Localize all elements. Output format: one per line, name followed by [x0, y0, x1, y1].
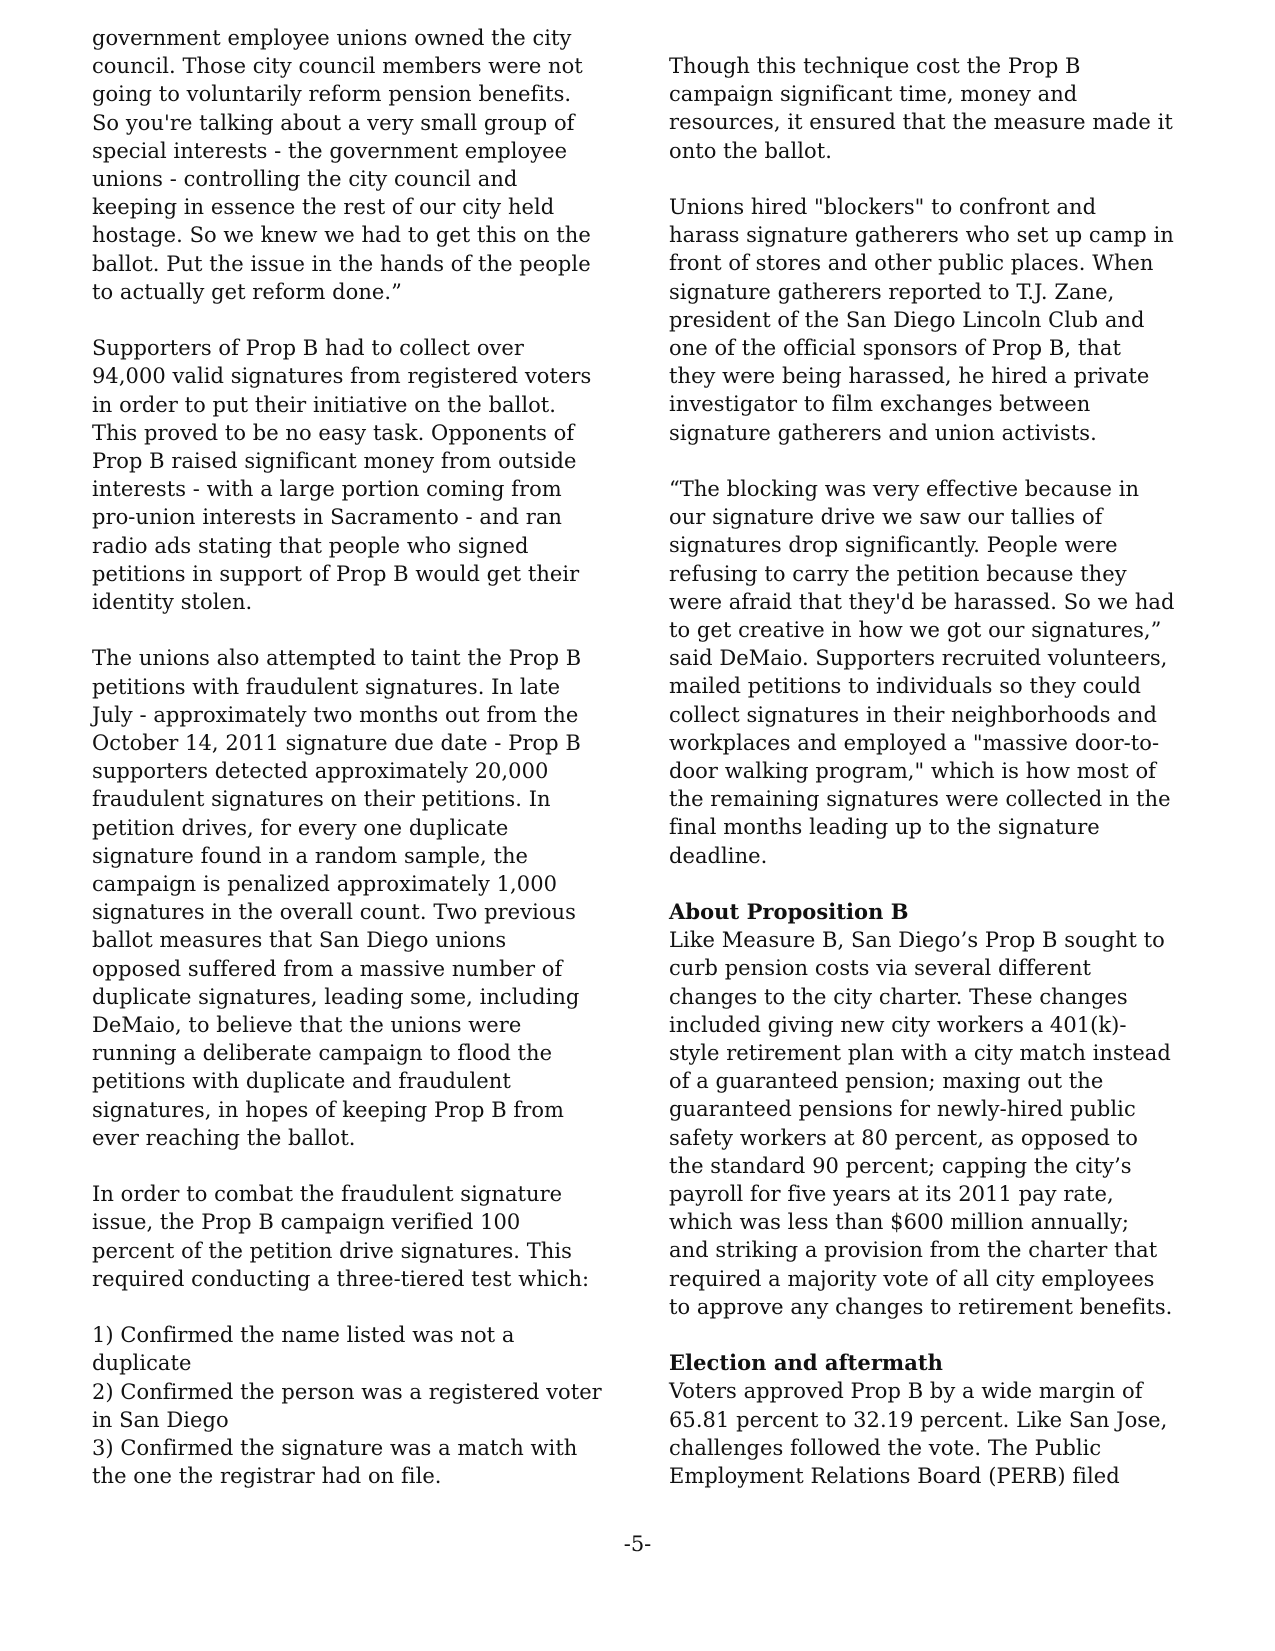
text-line: signature gatherers reported to T.J. Zane, — [669, 279, 1115, 304]
text-line: required a majority vote of all city employees — [669, 1266, 1155, 1291]
text-line: style retirement plan with a city match instead — [669, 1041, 1171, 1066]
text-line: hostage. So we knew we had to get this on the — [92, 223, 591, 248]
text-line: to get creative in how we got our signatures,” — [669, 618, 1162, 643]
text-line: “The blocking was very effective because in — [669, 477, 1140, 502]
text-line: signatures in the overall count. Two previous — [92, 900, 576, 925]
list-item-line: 2) Confirmed the person was a registered voter — [92, 1379, 602, 1404]
text-line: petition drives, for every one duplicate — [92, 815, 509, 840]
text-line: 94,000 valid signatures from registered voters — [92, 364, 592, 389]
text-line: ever reaching the ballot. — [92, 1125, 356, 1150]
text-line: required conducting a three-tiered test which: — [92, 1266, 590, 1291]
left-paragraph-1 — [92, 24, 612, 306]
text-line: special interests - the government employee — [92, 138, 568, 163]
text-line: October 14, 2011 signature due date - Prop B — [92, 731, 581, 756]
text-line: petitions with duplicate and fraudulent — [92, 1069, 511, 1094]
text-line: government employee unions owned the city — [92, 26, 572, 50]
about-proposition-b-section — [669, 898, 1189, 1321]
section-heading: About Proposition B — [669, 899, 909, 925]
text-line: Voters approved Prop B by a wide margin of — [669, 1379, 1143, 1404]
left-paragraph-4 — [92, 1180, 612, 1293]
text-line: which was less than $600 million annually; — [669, 1210, 1130, 1235]
text-line: Prop B raised significant money from outside — [92, 449, 577, 474]
text-line: opposed suffered from a massive number of — [92, 956, 563, 981]
text-line: door walking program," which is how most of — [669, 759, 1156, 784]
text-line: collect signatures in their neighborhoods and — [669, 702, 1157, 727]
list-item-line: 3) Confirmed the signature was a match with — [92, 1436, 578, 1461]
text-line: interests - with a large portion coming from — [92, 477, 562, 502]
left-column — [92, 24, 612, 1519]
text-line: changes to the city charter. These changes — [669, 984, 1128, 1009]
page-number: -5- — [623, 1532, 652, 1556]
text-line: ballot. Put the issue in the hands of the people — [92, 251, 591, 276]
text-line: the remaining signatures were collected in the — [669, 787, 1171, 812]
text-line: ballot measures that San Diego unions — [92, 928, 507, 953]
text-line: guaranteed pensions for newly-hired public — [669, 1097, 1136, 1122]
text-line: they were being harassed, he hired a private — [669, 364, 1150, 389]
text-line: keeping in essence the rest of our city held — [92, 195, 555, 220]
text-line: This proved to be no easy task. Opponents of — [92, 420, 575, 445]
text-line: the standard 90 percent; capping the city’s — [669, 1153, 1132, 1178]
text-line: percent of the petition drive signatures. This — [92, 1238, 572, 1263]
text-line: of a guaranteed pension; maxing out the — [669, 1069, 1104, 1094]
text-line: going to voluntarily reform pension benefits. — [92, 82, 572, 107]
text-line: Supporters of Prop B had to collect over — [92, 336, 524, 361]
section-heading: Election and aftermath — [669, 1350, 943, 1376]
list-item-line: duplicate — [92, 1351, 192, 1376]
text-line: investigator to film exchanges between — [669, 392, 1091, 417]
text-line: campaign significant time, money and — [669, 82, 1078, 107]
text-line: harass signature gatherers who set up camp in — [669, 223, 1174, 248]
text-line: final months leading up to the signature — [669, 815, 1100, 840]
right-paragraph-2 — [669, 193, 1189, 447]
text-line: and striking a provision from the charter that — [669, 1238, 1158, 1263]
election-aftermath-section — [669, 1349, 1189, 1490]
text-line: in order to put their initiative on the ballot. — [92, 392, 557, 417]
text-line: front of stores and other public places. When — [669, 251, 1154, 276]
text-line: running a deliberate campaign to flood the — [92, 1041, 553, 1066]
text-line: fraudulent signatures on their petitions. In — [92, 787, 551, 812]
text-line: issue, the Prop B campaign verified 100 — [92, 1210, 521, 1235]
text-line: In order to combat the fraudulent signature — [92, 1182, 563, 1207]
text-line: president of the San Diego Lincoln Club and — [669, 307, 1145, 332]
text-line: mailed petitions to individuals so they could — [669, 674, 1141, 699]
text-line: deadline. — [669, 843, 768, 868]
text-line: payroll for five years at its 2011 pay rate, — [669, 1182, 1114, 1207]
left-numbered-list — [92, 1321, 612, 1490]
text-line: refusing to carry the petition because they — [669, 561, 1127, 586]
text-line: were afraid that they'd be harassed. So we had — [669, 589, 1175, 614]
text-line: to approve any changes to retirement benefits. — [669, 1294, 1173, 1319]
text-line: Unions hired "blockers" to confront and — [669, 195, 1097, 219]
text-line: July - approximately two months out from the — [92, 702, 579, 727]
text-line: DeMaio, to believe that the unions were — [92, 1013, 522, 1038]
list-item-line: in San Diego — [92, 1407, 229, 1432]
text-line: workplaces and employed a "massive door-to- — [669, 730, 1160, 755]
text-line: pro-union interests in Sacramento - and ran — [92, 505, 563, 530]
list-item-line: the one the registrar had on file. — [92, 1464, 442, 1489]
left-paragraph-3 — [92, 644, 612, 1152]
text-line: duplicate signatures, leading some, including — [92, 984, 580, 1009]
text-line: campaign is penalized approximately 1,000 — [92, 872, 558, 897]
text-line: our signature drive we saw our tallies of — [669, 505, 1103, 530]
text-line: onto the ballot. — [669, 138, 832, 163]
text-line: resources, it ensured that the measure made it — [669, 110, 1173, 135]
text-line: signatures, in hopes of keeping Prop B from — [92, 1097, 564, 1122]
list-item-line: 1) Confirmed the name listed was not a — [92, 1323, 515, 1348]
text-line: supporters detected approximately 20,000 — [92, 759, 549, 784]
text-line: Like Measure B, San Diego’s Prop B sought to — [669, 928, 1165, 953]
text-line: Employment Relations Board (PERB) filed — [669, 1464, 1120, 1489]
text-line: So you're talking about a very small group of — [92, 110, 575, 135]
text-line: identity stolen. — [92, 590, 253, 615]
text-line: 65.81 percent to 32.19 percent. Like San Jose, — [669, 1407, 1168, 1432]
text-line: signature gatherers and union activists. — [669, 420, 1097, 445]
text-line: to actually get reform done.” — [92, 279, 402, 304]
text-line: unions - controlling the city council and — [92, 167, 518, 192]
text-line: said DeMaio. Supporters recruited volunteers, — [669, 646, 1168, 671]
right-paragraph-3 — [669, 475, 1189, 870]
text-line: signatures drop significantly. People were — [669, 533, 1118, 558]
right-column — [669, 52, 1189, 1518]
text-line: safety workers at 80 percent, as opposed to — [669, 1125, 1138, 1150]
text-line: challenges followed the vote. The Public — [669, 1435, 1102, 1460]
text-line: radio ads stating that people who signed — [92, 533, 529, 558]
text-line: petitions in support of Prop B would get their — [92, 561, 580, 586]
text-line: signature found in a random sample, the — [92, 843, 529, 868]
text-line: The unions also attempted to taint the Prop B — [92, 646, 582, 671]
text-line: Though this technique cost the Prop B — [669, 54, 1081, 78]
text-line: included giving new city workers a 401(k)- — [669, 1012, 1127, 1037]
text-line: council. Those city council members were not — [92, 54, 583, 79]
text-line: curb pension costs via several different — [669, 956, 1092, 981]
text-line: petitions with fraudulent signatures. In late — [92, 674, 561, 699]
left-paragraph-2 — [92, 334, 612, 616]
text-line: one of the official sponsors of Prop B, that — [669, 336, 1121, 361]
right-paragraph-1 — [669, 52, 1189, 165]
